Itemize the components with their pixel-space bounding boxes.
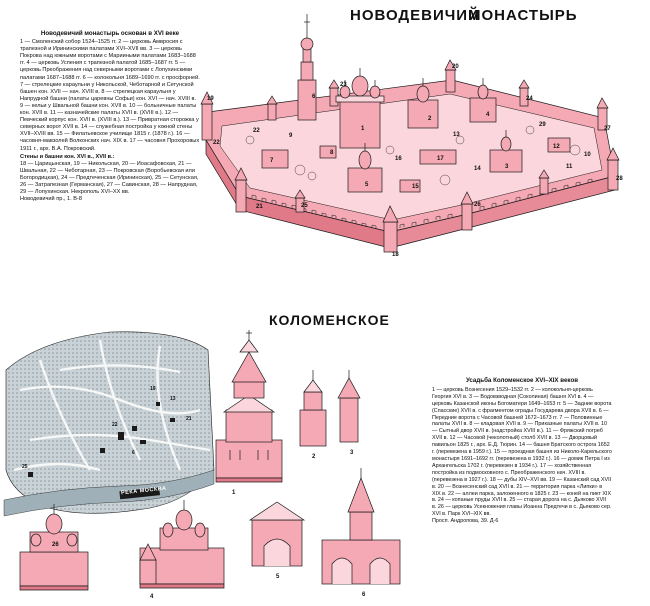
- svg-text:26: 26: [474, 202, 481, 208]
- novodevichy-towers-body: 18 — Царицынская, 19 — Никольская, 20 — Иоасафовская, 21 — Швальная, 22 — Чеботарная, 23 — Покровская (Воробьевская или Богородицкая), 24 — Предтеченская (Ирининская), 25 — Сетунская, 26 — Затрапезная (Германская), 27 — Савинская, 28 — Напрудная, 29 — Лопухинская. Некрополь XVI–XX вв.: [20, 160, 199, 196]
- svg-text:6: 6: [362, 592, 366, 598]
- svg-text:15: 15: [412, 184, 419, 190]
- svg-text:22: 22: [112, 422, 118, 428]
- svg-text:2: 2: [312, 454, 316, 460]
- svg-text:17: 17: [437, 156, 444, 162]
- novodevichy-address: Новодевичий пр., 1. В-8: [20, 196, 82, 203]
- front-gate: [322, 468, 400, 584]
- svg-text:25: 25: [301, 203, 308, 209]
- svg-text:4: 4: [150, 594, 154, 600]
- title-novodevichy: НОВОДЕВИЧИЙ: [350, 7, 480, 24]
- svg-text:7: 7: [270, 158, 274, 164]
- novodevichy-monastery-illustration: [201, 14, 623, 258]
- svg-text:3: 3: [505, 164, 509, 170]
- svg-text:2: 2: [428, 116, 432, 122]
- svg-text:20: 20: [452, 64, 459, 70]
- svg-text:21: 21: [256, 204, 263, 210]
- kolomenskoye-park-map: [4, 332, 214, 516]
- svg-text:8: 8: [330, 150, 334, 156]
- svg-text:4: 4: [486, 112, 490, 118]
- river-label: РЕКА МОСКВА: [120, 485, 167, 497]
- water-tower: [338, 370, 360, 442]
- title-monastery: МОНАСТЫРЬ: [468, 7, 578, 24]
- svg-text:18: 18: [392, 252, 399, 258]
- ascension-church: [216, 330, 282, 482]
- svg-text:25: 25: [22, 464, 28, 470]
- svg-text:13: 13: [170, 396, 176, 402]
- svg-text:27: 27: [604, 126, 611, 132]
- svg-text:29: 29: [539, 122, 546, 128]
- svg-text:6: 6: [132, 450, 135, 456]
- svg-text:5: 5: [365, 182, 369, 188]
- svg-text:3: 3: [350, 450, 354, 456]
- svg-text:13: 13: [453, 132, 460, 138]
- svg-text:24: 24: [526, 96, 533, 102]
- svg-text:23: 23: [340, 82, 347, 88]
- svg-text:19: 19: [150, 386, 156, 392]
- svg-text:28: 28: [616, 176, 623, 182]
- svg-text:14: 14: [474, 166, 481, 172]
- novodevichy-legend-title: Новодевичий монастырь основан в XVI веке: [40, 30, 180, 37]
- svg-text:1: 1: [361, 126, 365, 132]
- svg-text:9: 9: [289, 133, 293, 139]
- rear-gate: [250, 502, 304, 566]
- st-george-bell-tower: [300, 370, 326, 446]
- svg-text:26: 26: [52, 542, 59, 548]
- svg-text:19: 19: [207, 96, 214, 102]
- svg-text:21: 21: [186, 416, 192, 422]
- kazan-church: [140, 500, 224, 588]
- svg-text:11: 11: [566, 164, 573, 170]
- svg-text:22: 22: [213, 140, 220, 146]
- novodevichy-legend-body: 1 — Смоленский собор 1524–1525 гг. 2 — церковь Амвросия с трапезной и Ирининскими палатами XVI–XVII вв. 3 — церковь Покрова над южными воротами с Марииными палатами 1683–1688 гг. 4 — церковь Успения с трапезной палатой 1685–1687 гг. 5 — церковь Преображения над северными воротами с Лопухинскими палатами 1687–1688 гг. 6 — колокольня 1689–1690 гг. с просфорней. 7 — стрелецкие караульни у Никольской, Чеботарной и Сетунской башен кон. XVII — нач. XVIII в. 8 — стрелецкая караульня у Напрудной башни (палаты царевны Софьи) кон. XVI — нач. XVIII в. 9 — кельи у Швальной башни кон. XVII в. 10 — больничные палаты кон. XVII в. 11 — казначейские палаты XVII в. (XVIII в.). 12 — Певческий корпус кон. XVII в. (XVIII в.). 13 — Привратная сторожка у северных ворот XVII в. 14 — служебная постройка у южной стены XVII–XVIII вв. 15 — Филатьевское училище 1815 г. (1878 г.). 16 — часовня-мавзолей Волконских нач. XIX в. 17 — часовня Прохоровых 1911 г., арх. В.А. Покровский.: [20, 39, 200, 152]
- novodevichy-towers-title: Стены и башни кон. XVI в., XVII в.:: [20, 153, 115, 160]
- svg-text:5: 5: [276, 574, 280, 580]
- svg-text:10: 10: [584, 152, 591, 158]
- kolomenskoye-legend-title: Усадьба Коломенское XVI–XIX веков: [465, 377, 579, 384]
- title-kolomenskoye: КОЛОМЕНСКОЕ: [269, 312, 390, 328]
- svg-text:12: 12: [553, 144, 560, 150]
- svg-text:6: 6: [312, 94, 316, 100]
- kolomenskoye-address: Просп. Андропова, 39. Д-6: [432, 518, 499, 525]
- bell-tower: [298, 14, 316, 120]
- svg-text:16: 16: [395, 156, 402, 162]
- svg-text:1: 1: [232, 490, 236, 496]
- smolensk-cathedral: [336, 68, 384, 148]
- kolomenskoye-legend-body: 1 — церковь Вознесения 1529–1532 гг. 2 — колокольня-церковь Георгия XVI в. 3 — Водовзводная (Соколиная) башня XVI в. 4 — церковь Казанской иконы Богоматери 1649–1653 гг. 5 — Задние ворота (Спасские) XVII в. с фрагментом ограды Государева двора XVII в. 6 — Передние ворота с Часовой башней 1672–1673 гг. 7 — Половинные палаты XVII в. 8 — кладовая XVII в. 9 — Приказные палаты XVII в. 10 — Сытный двор XVII в. (надстройка XVIII в.). 11 — Фряжский погреб XVII в. 12 — Часовой (чеколотный) столб XVII в. 13 — Дворцовый павильон 1825 г., арх. Е.Д. Тюрин. 14 — башня Братского острога 1652 г. (перевезена в 1959 г.). 15 — проездная башня из Николо-Карельского монастыря 1691–1692 гг. (перевезена в 1932 г.). 16 — домик Петра I из Архангельска 1702 г. (перевезен в 1934 г.). 17 — хозяйственная постройка из подмосковного с. Преображенского нач. XVIII в. (перевезена в 1927 г.). 18 — дубы XIV–XVI вв. 19 — Казанский сад XVII в. 20 — Вознесенский сад XVII в. 21 — территория парка «Липки» в XIX в. 22 — аллеи парка, заложенного в 1825 г. 23 — коней на пикт XIX в. 24 — копаные пруды XVII в. 25 — старая дорога на с. Дьяково XVII в. 26 — церковь Усекновения главы Иоанна Предтечи в с. Дьяково сер. XVI в. Парк XVI–XIX вв.: [432, 386, 612, 518]
- svg-text:22: 22: [253, 128, 260, 134]
